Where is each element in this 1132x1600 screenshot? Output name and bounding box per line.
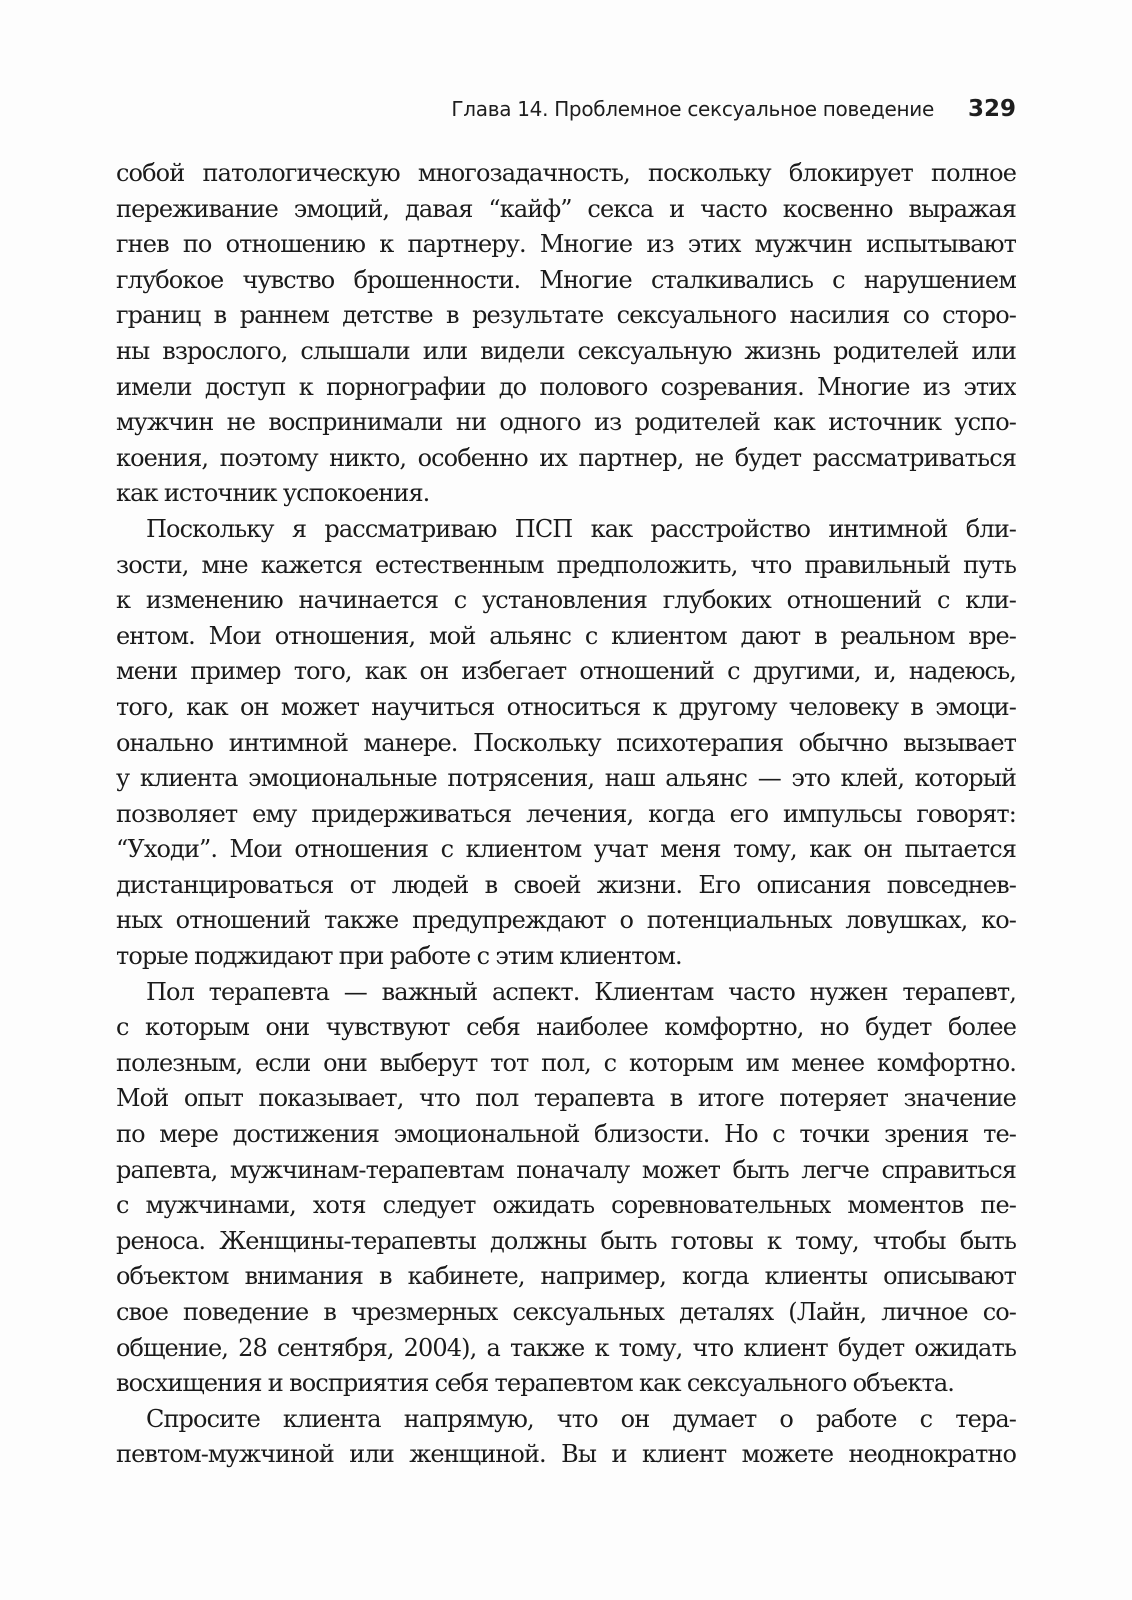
text-line: границ в раннем детстве в результате сексуального насилия со сторо- — [116, 301, 1016, 330]
text-line: у клиента эмоциональные потрясения, наш альянс — это клей, который — [116, 764, 1016, 793]
text-line: реноса. Женщины-терапевты должны быть готовы к тому, чтобы быть — [116, 1226, 1016, 1255]
text-line: по мере достижения эмоциональной близости. Но с точки зрения те- — [116, 1120, 1016, 1149]
paragraph-3 — [116, 975, 1016, 1402]
text-line: ных отношений также предупреждают о потенциальных ловушках, ко- — [116, 906, 1016, 935]
text-line: Пол терапевта — важный аспект. Клиентам часто нужен терапевт, — [146, 977, 1016, 1006]
text-line: с которым они чувствуют себя наиболее комфортно, но будет более — [116, 1013, 1016, 1042]
text-line: Мой опыт показывает, что пол терапевта в итоге потеряет значение — [116, 1084, 1016, 1113]
text-line: того, как он может научиться относиться к другому человеку в эмоци- — [116, 692, 1016, 721]
text-line: собой патологическую многозадачность, поскольку блокирует полное — [116, 159, 1016, 187]
text-line: восхищения и восприятия себя терапевтом как сексуального объекта. — [116, 1369, 954, 1398]
text-line: Поскольку я рассматриваю ПСП как расстройство интимной бли- — [146, 514, 1016, 543]
body-text — [116, 156, 1016, 1473]
text-line: к изменению начинается с установления глубоких отношений с кли- — [116, 586, 1016, 615]
text-line: дистанцироваться от людей в своей жизни. Его описания повседнев- — [116, 870, 1016, 899]
page-number: 329 — [967, 96, 1016, 122]
text-line: объектом внимания в кабинете, например, когда клиенты описывают — [116, 1262, 1016, 1291]
text-line: мужчин не воспринимали ни одного из родителей как источник успо- — [116, 408, 1016, 437]
page-header — [116, 96, 1016, 136]
paragraph-1 — [116, 156, 1016, 512]
text-line: зости, мне кажется естественным предположить, что правильный путь — [116, 550, 1016, 579]
paragraph-2 — [116, 512, 1016, 975]
text-line: Спросите клиента напрямую, что он думает о работе с тера- — [146, 1404, 1016, 1433]
text-line: мени пример того, как он избегает отношений с другими, и, надеюсь, — [116, 657, 1016, 686]
text-line: как источник успокоения. — [116, 479, 430, 508]
text-line: общение, 28 сентября, 2004), а также к тому, что клиент будет ожидать — [116, 1333, 1016, 1362]
text-line: коения, поэтому никто, особенно их партнер, не будет рассматриваться — [116, 443, 1016, 472]
text-line: с мужчинами, хотя следует ожидать соревновательных моментов пе- — [116, 1191, 1016, 1220]
text-line: переживание эмоций, давая “кайф” секса и часто косвенно выражая — [116, 194, 1016, 223]
text-line: онально интимной манере. Поскольку психотерапия обычно вызывает — [116, 728, 1016, 757]
text-line: певтом-мужчиной или женщиной. Вы и клиент можете неоднократно — [116, 1440, 1016, 1469]
text-line: торые поджидают при работе с этим клиентом. — [116, 942, 682, 971]
text-line: глубокое чувство брошенности. Многие сталкивались с нарушением — [116, 265, 1016, 294]
running-head: Глава 14. Проблемное сексуальное поведение — [451, 97, 934, 121]
text-line: ны взрослого, слышали или видели сексуальную жизнь родителей или — [116, 336, 1016, 365]
paragraph-4 — [116, 1402, 1016, 1473]
text-line: имели доступ к порнографии до полового созревания. Многие из этих — [116, 372, 1016, 401]
text-line: позволяет ему придерживаться лечения, когда его импульсы говорят: — [116, 799, 1016, 828]
text-line: гнев по отношению к партнеру. Многие из этих мужчин испытывают — [116, 230, 1016, 259]
text-line: рапевта, мужчинам-терапевтам поначалу может быть легче справиться — [116, 1155, 1016, 1184]
text-line: “Уходи”. Мои отношения с клиентом учат меня тому, как он пытается — [116, 835, 1016, 864]
text-line: свое поведение в чрезмерных сексуальных деталях (Лайн, личное со- — [116, 1298, 1016, 1326]
text-line: ентом. Мои отношения, мой альянс с клиентом дают в реальном вре- — [116, 621, 1016, 650]
text-line: полезным, если они выберут тот пол, с которым им менее комфортно. — [116, 1048, 1016, 1077]
